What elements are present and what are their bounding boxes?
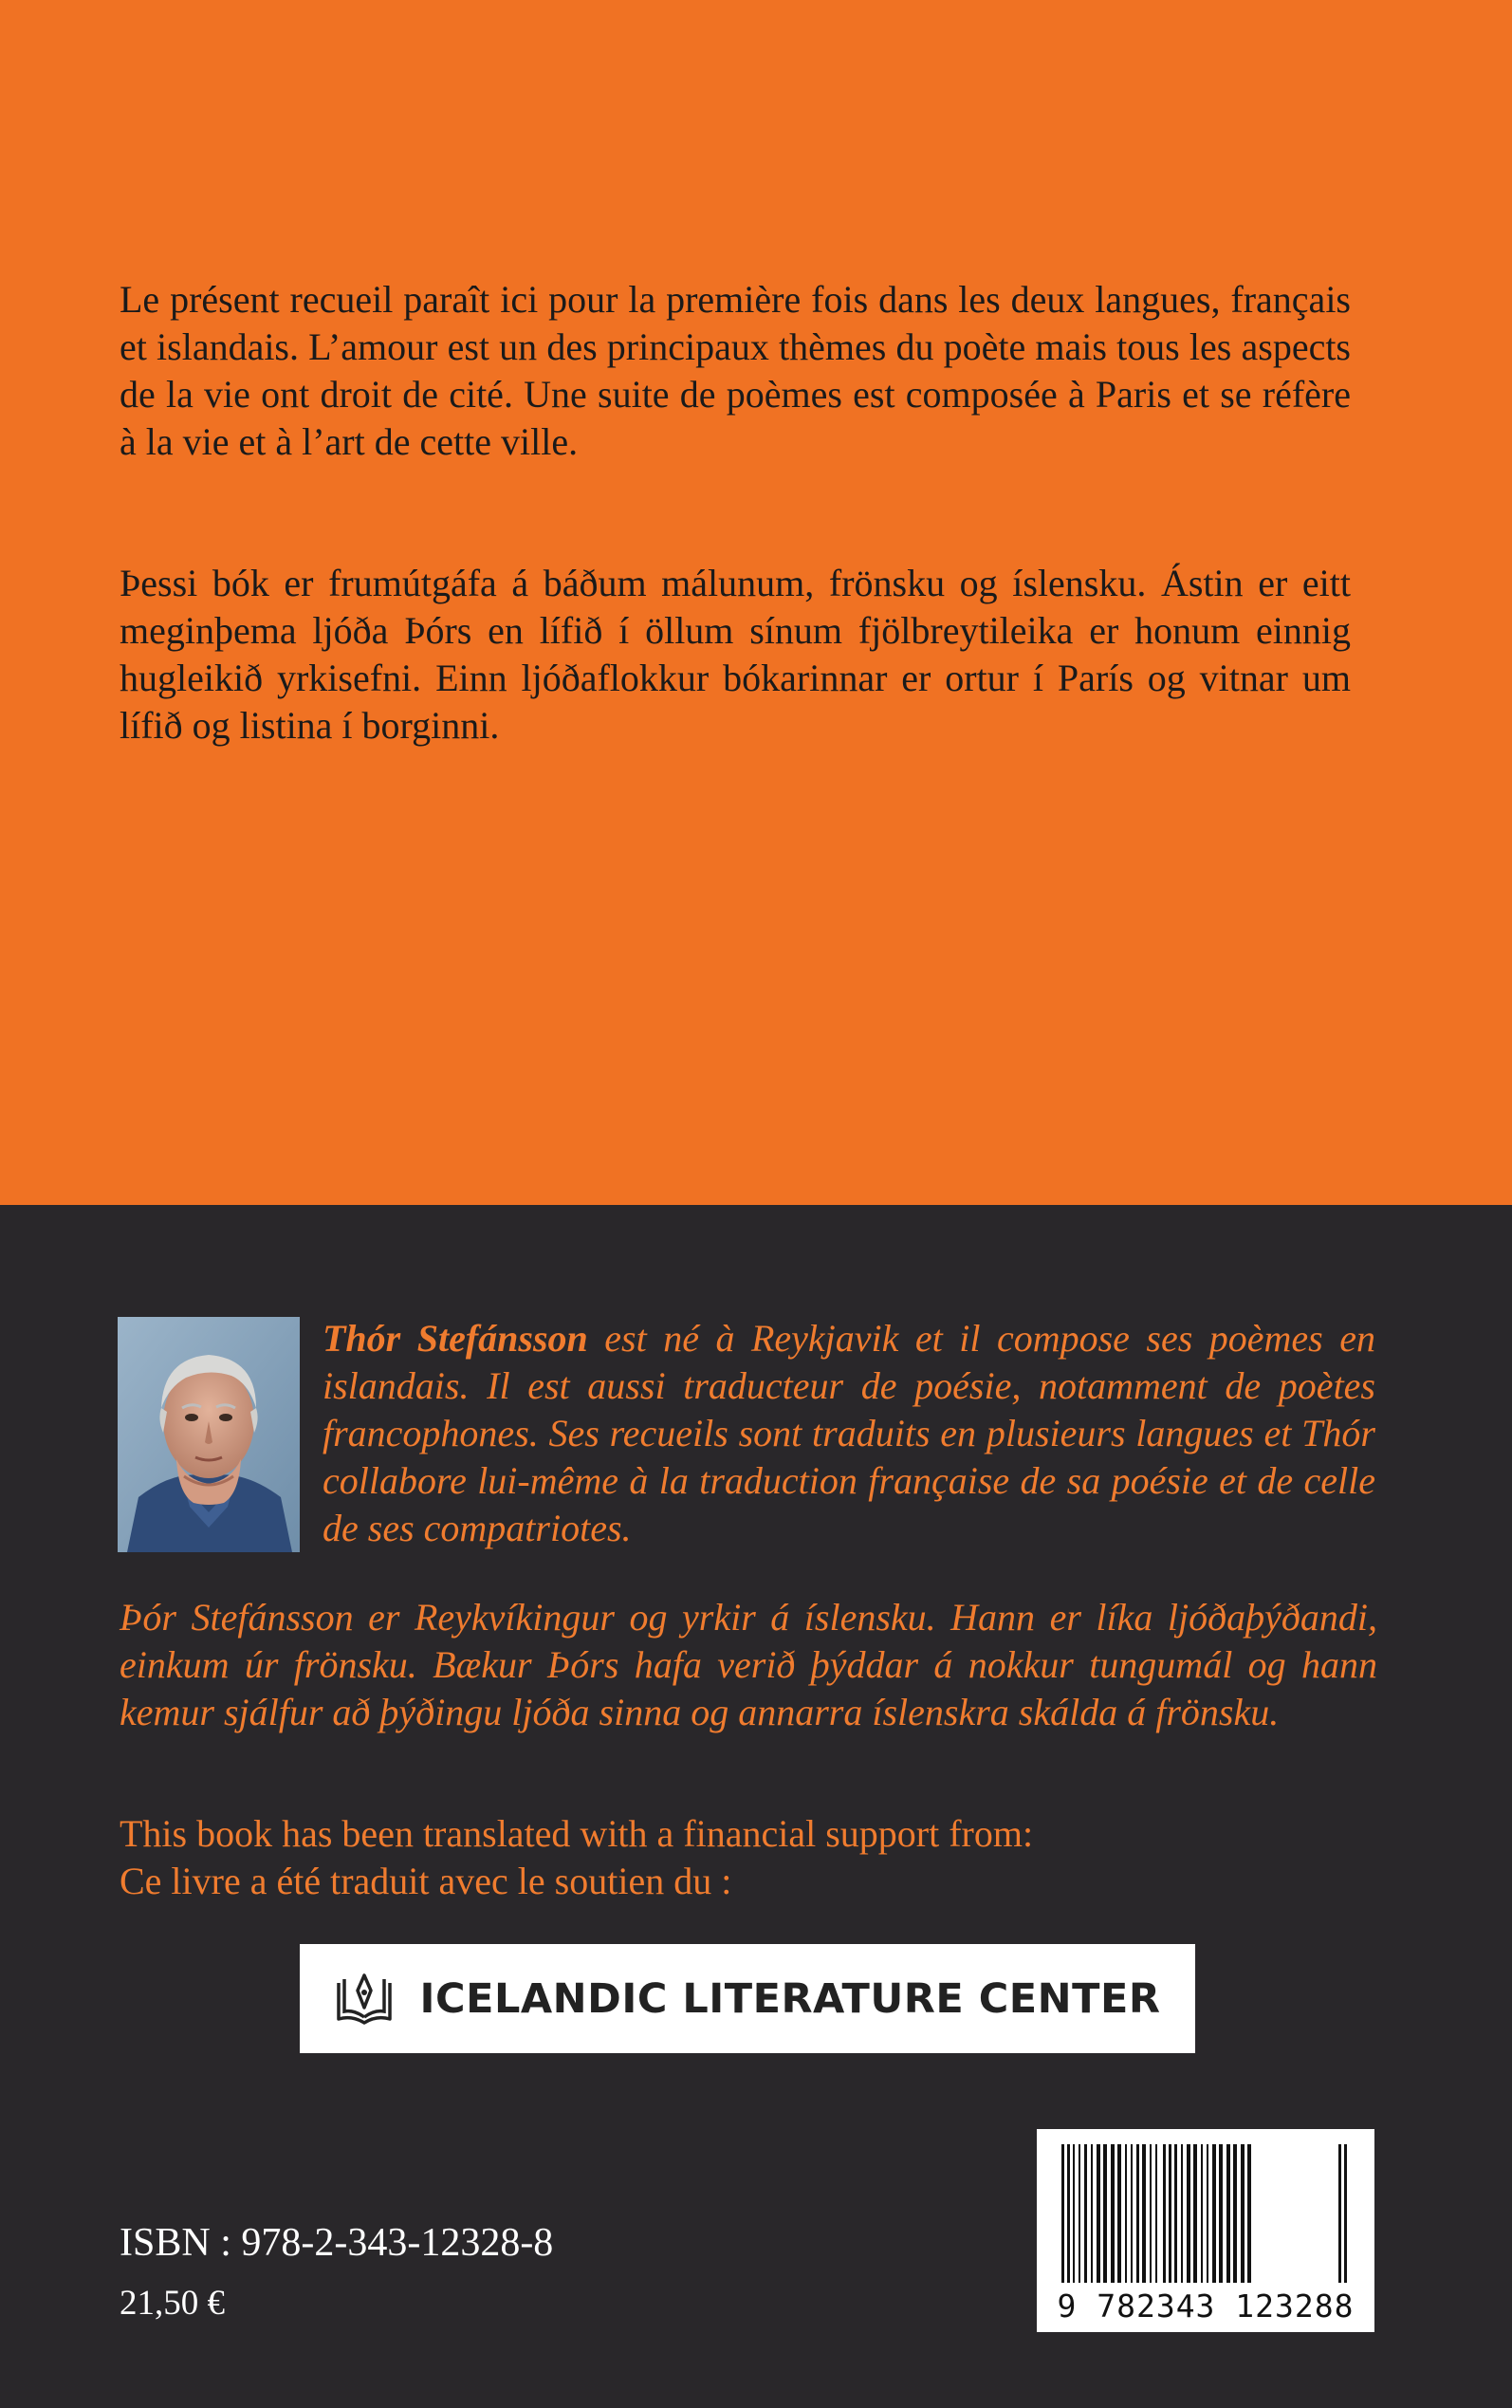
barcode-bar — [1247, 2144, 1251, 2283]
barcode-bar — [1155, 2144, 1157, 2283]
barcode-bar — [1061, 2144, 1064, 2283]
barcode — [1037, 2129, 1374, 2332]
portrait-icon — [118, 1317, 300, 1552]
book-pen-logo-icon — [335, 1970, 394, 2028]
barcode-bar — [1181, 2144, 1183, 2283]
barcode-bar — [1193, 2144, 1197, 2283]
barcode-bar — [1084, 2144, 1087, 2283]
barcode-bar — [1163, 2144, 1166, 2283]
barcode-digits: 9 782343 123288 — [1057, 2288, 1355, 2325]
author-name: Thór Stefánsson — [323, 1317, 588, 1360]
barcode-bar — [1136, 2144, 1139, 2283]
isbn: ISBN : 978-2-343-12328-8 — [120, 2221, 554, 2265]
barcode-bar — [1174, 2144, 1177, 2283]
barcode-bar — [1233, 2144, 1237, 2283]
barcode-bar — [1073, 2144, 1075, 2283]
author-photo — [118, 1317, 300, 1552]
support-french: Ce livre a été traduit avec le soutien du : — [120, 1860, 732, 1902]
barcode-bar — [1079, 2144, 1080, 2283]
author-bio-french-text: est né à Reykjavik et il compose ses poèmes en islandais. Il est aussi traducteur de poésie, notamment de poètes francophones. Ses recueils sont traduits en plusieurs langues et Thór collabore lui-même à la traduction française de sa poésie et de celle de ses compatriotes. — [323, 1317, 1375, 1549]
barcode-bar — [1226, 2144, 1230, 2283]
barcode-bar — [1111, 2144, 1115, 2283]
blurb-french: Le présent recueil paraît ici pour la première fois dans les deux langues, français et islandais. L’amour est un des principaux thèmes du poète mais tous les aspects de la vie ont droit de cité. Une suite de poèmes est composée à Paris et se réfère à la vie et à l’art de cette ville. — [120, 278, 1351, 463]
barcode-bar — [1169, 2144, 1171, 2283]
barcode-bar — [1097, 2144, 1100, 2283]
author-bio-french — [323, 1315, 1375, 1552]
support-english: This book has been translated with a financial support from: — [120, 1812, 1034, 1855]
barcode-bar — [1103, 2144, 1107, 2283]
price: 21,50 € — [120, 2284, 225, 2323]
barcode-bar — [1131, 2144, 1133, 2283]
barcode-bar — [1125, 2144, 1127, 2283]
barcode-bar — [1212, 2144, 1216, 2283]
barcode-bar — [1187, 2144, 1190, 2283]
barcode-bar — [1117, 2144, 1121, 2283]
barcode-bar — [1091, 2144, 1093, 2283]
blurb-icelandic: Þessi bók er frumútgáfa á báðum málunum, frönsku og íslensku. Ástin er eitt meginþema ljóða Þórs en lífið í öllum sínum fjölbreytileika er honum einnig hugleikið yrkisefni. Einn ljóðaflokkur bókarinnar er ortur í París og vitnar um lífið og listina í borginni. — [120, 562, 1351, 747]
ean-barcode-icon — [1039, 2131, 1373, 2283]
barcode-bar — [1150, 2144, 1152, 2283]
barcode-bar — [1241, 2144, 1245, 2283]
sponsor-name: ICELANDIC LITERATURE CENTER — [419, 1974, 1161, 2023]
barcode-bar — [1338, 2144, 1341, 2283]
barcode-bar — [1067, 2144, 1070, 2283]
support-statement — [120, 1810, 1033, 1905]
sponsor-banner — [300, 1944, 1195, 2053]
barcode-bar — [1207, 2144, 1208, 2283]
barcode-bar — [1344, 2144, 1347, 2283]
barcode-bar — [1219, 2144, 1223, 2283]
barcode-bar — [1201, 2144, 1203, 2283]
barcode-bar — [1142, 2144, 1146, 2283]
author-bio-icelandic: Þór Stefánsson er Reykvíkingur og yrkir á íslensku. Hann er líka ljóðaþýðandi, einkum úr frönsku. Bækur Þórs hafa verið þýddar á nokkur tungumál og hann kemur sjálfur að þýðingu ljóða sinna og annarra íslenskra skálda á frönsku. — [120, 1596, 1377, 1733]
